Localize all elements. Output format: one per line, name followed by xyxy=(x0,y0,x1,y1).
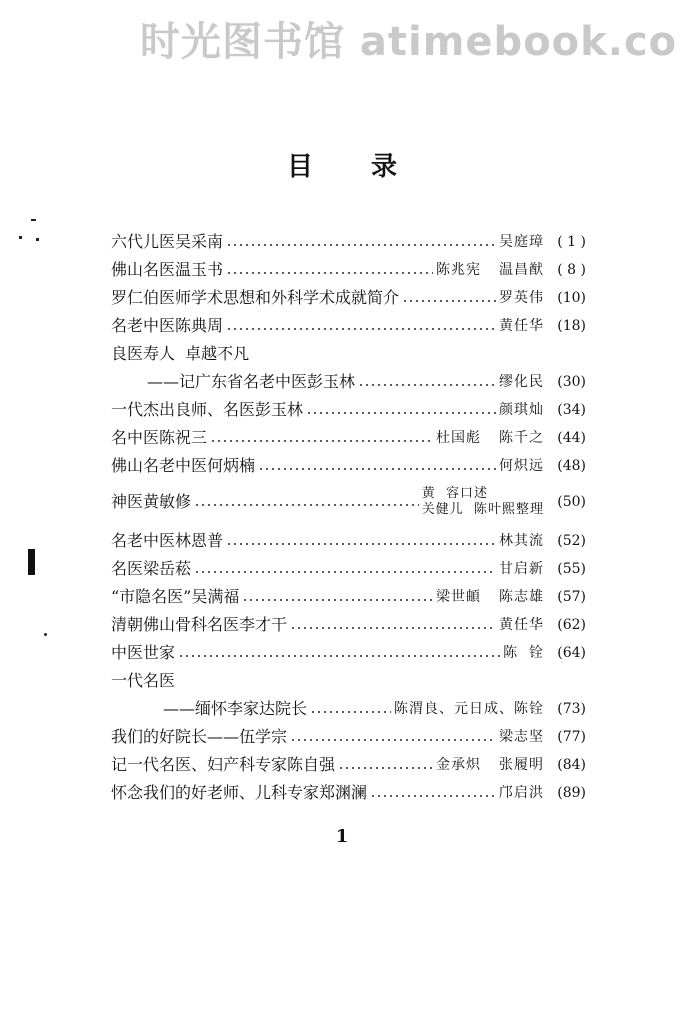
entry-page: (52) xyxy=(557,533,586,549)
dot-leader xyxy=(290,739,496,741)
entry-author: 何炽远 xyxy=(499,458,544,474)
entry-title: 中医世家 xyxy=(111,643,176,662)
toc-entry xyxy=(0,701,586,717)
entry-page: (64) xyxy=(557,645,586,661)
entry-author: 缪化民 xyxy=(499,374,544,390)
entry-author: 林其流 xyxy=(499,533,544,549)
entry-page: (77) xyxy=(557,729,586,745)
entry-author: 陈渭良、元日成、陈铨 xyxy=(394,701,544,717)
entry-page: (34) xyxy=(557,402,586,418)
toc-section-heading xyxy=(0,673,586,689)
entry-title: ——缅怀李家达院长 xyxy=(163,699,308,718)
scan-speck xyxy=(44,633,47,636)
entry-title: 名中医陈祝三 xyxy=(111,428,208,447)
entry-author: 金承炽 xyxy=(436,757,481,773)
entry-author: 邝启洪 xyxy=(499,785,544,801)
entry-author-second: 张履明 xyxy=(499,757,544,773)
entry-author: 杜国彪 xyxy=(436,430,481,446)
entry-title: 罗仁伯医师学术思想和外科学术成就简介 xyxy=(111,288,400,307)
scan-margin-mark xyxy=(28,549,35,575)
toc-entry xyxy=(0,402,586,418)
entry-page: (30) xyxy=(557,374,586,390)
toc-entry xyxy=(0,374,586,390)
dot-leader xyxy=(306,412,496,414)
entry-author-second: 温昌猷 xyxy=(499,262,544,278)
entry-title: “市隐名医”吴满福 xyxy=(111,587,240,606)
entry-page: ( 1 ) xyxy=(557,234,586,250)
dot-leader xyxy=(226,328,496,330)
toc-section-heading xyxy=(0,346,586,362)
dot-leader xyxy=(226,244,496,246)
entry-title: 怀念我们的好老师、儿科专家郑渊澜 xyxy=(111,783,368,802)
dot-leader xyxy=(370,795,496,797)
scan-speck xyxy=(31,219,36,221)
entry-author-second: 陈千之 xyxy=(499,430,544,446)
toc-entry xyxy=(0,486,586,518)
watermark: 时光图书馆 atimebook.co xyxy=(140,19,678,65)
toc-entry xyxy=(0,645,586,661)
toc-entry xyxy=(0,729,586,745)
entry-title: ——记广东省名老中医彭玉林 xyxy=(147,372,356,391)
section-title: 良医寿人 卓越不凡 xyxy=(111,344,250,363)
dot-leader xyxy=(290,627,496,629)
dot-leader xyxy=(258,468,496,470)
dot-leader xyxy=(402,300,496,302)
entry-author-second: 陈志雄 xyxy=(499,589,544,605)
toc-entry xyxy=(0,785,586,801)
toc-entry xyxy=(0,561,586,577)
entry-author: 陈兆宪 xyxy=(436,262,481,278)
dot-leader xyxy=(210,440,433,442)
entry-title: 一代杰出良师、名医彭玉林 xyxy=(111,400,304,419)
entry-page: (50) xyxy=(557,494,586,510)
dot-leader xyxy=(178,655,500,657)
entry-author: 黄任华 xyxy=(499,318,544,334)
section-title: 一代名医 xyxy=(111,671,176,690)
scan-speck xyxy=(19,236,22,239)
entry-page: (10) xyxy=(557,290,586,306)
entry-page: (48) xyxy=(557,458,586,474)
page-title: 目录 xyxy=(286,152,455,182)
entry-title: 记一代名医、妇产科专家陈自强 xyxy=(111,755,336,774)
entry-page: (73) xyxy=(557,701,586,717)
dot-leader xyxy=(242,599,433,601)
dot-leader xyxy=(226,272,433,274)
entry-page: (18) xyxy=(557,318,586,334)
entry-page: ( 8 ) xyxy=(557,262,586,278)
toc-entry xyxy=(0,234,586,250)
entry-page: (89) xyxy=(557,785,586,801)
entry-author: 黄任华 xyxy=(499,617,544,633)
toc-entry xyxy=(0,430,586,446)
scan-speck xyxy=(36,238,39,241)
entry-title: 六代儿医吴采南 xyxy=(111,232,224,251)
entry-author: 吴庭璋 xyxy=(499,234,544,250)
entry-page: (84) xyxy=(557,757,586,773)
entry-author: 梁世頔 xyxy=(436,589,481,605)
entry-author: 罗英伟 xyxy=(499,290,544,306)
toc-entry xyxy=(0,589,586,605)
entry-author: 陈 铨 xyxy=(503,645,544,661)
entry-author: 梁志坚 xyxy=(499,729,544,745)
entry-page: (62) xyxy=(557,617,586,633)
entry-title: 名医梁岳菘 xyxy=(111,559,192,578)
entry-page: (57) xyxy=(557,589,586,605)
toc-entry xyxy=(0,318,586,334)
toc-entry xyxy=(0,533,586,549)
dot-leader xyxy=(194,571,496,573)
toc-entry xyxy=(0,757,586,773)
entry-title: 清朝佛山骨科名医李才干 xyxy=(111,615,288,634)
entry-title: 名老中医陈典周 xyxy=(111,316,224,335)
toc-entry xyxy=(0,290,586,306)
entry-author: 甘启新 xyxy=(499,561,544,577)
page-number: 1 xyxy=(335,826,349,847)
toc-entry xyxy=(0,617,586,633)
dot-leader xyxy=(338,767,433,769)
dot-leader xyxy=(358,384,496,386)
entry-title: 佛山名医温玉书 xyxy=(111,260,224,279)
entry-title: 名老中医林恩普 xyxy=(111,531,224,550)
dot-leader xyxy=(194,504,419,506)
entry-title: 佛山名老中医何炳楠 xyxy=(111,456,256,475)
entry-title: 我们的好院长——伍学宗 xyxy=(111,727,288,746)
toc-entry xyxy=(0,262,586,278)
entry-page: (55) xyxy=(557,561,586,577)
dot-leader xyxy=(226,543,496,545)
entry-author-stack xyxy=(422,486,544,518)
dot-leader xyxy=(310,711,391,713)
entry-title: 神医黄敏修 xyxy=(111,492,192,511)
entry-author-line1: 黄 容口述 xyxy=(421,486,488,501)
entry-author-line2: 关健儿 陈叶熙整理 xyxy=(421,502,544,517)
entry-page: (44) xyxy=(557,430,586,446)
entry-author: 颜琪灿 xyxy=(499,402,544,418)
toc-entry xyxy=(0,458,586,474)
